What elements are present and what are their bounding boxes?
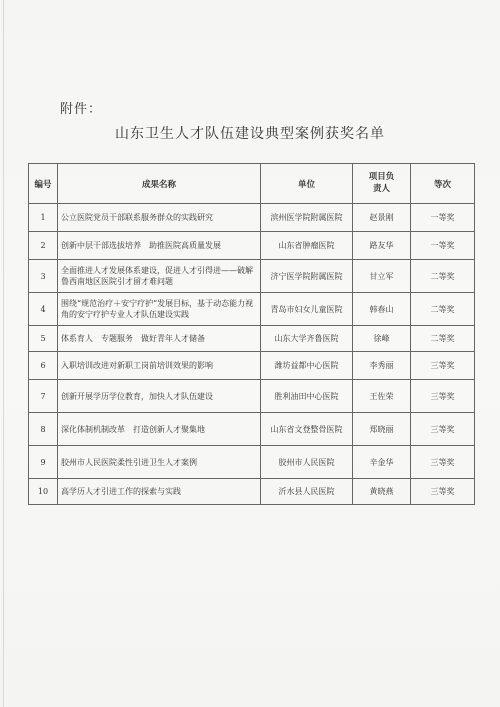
cell-unit: 济宁医学院附属医院 [261, 260, 353, 293]
cell-unit: 胜利油田中心医院 [261, 380, 353, 413]
cell-lead: 黄晓燕 [353, 479, 411, 505]
cell-no: 2 [29, 232, 58, 260]
column-header-name: 成果名称 [58, 164, 261, 204]
cell-no: 6 [29, 352, 58, 380]
table-header [29, 164, 475, 204]
cell-name: 创新中层干部选拔培养 助推医院高质量发展 [58, 232, 261, 260]
cell-no: 10 [29, 479, 58, 505]
cell-unit: 山东大学齐鲁医院 [261, 326, 353, 352]
cell-lead: 路友华 [353, 232, 411, 260]
cell-no: 5 [29, 326, 58, 352]
cell-lead: 辛金华 [353, 446, 411, 479]
cell-lead: 王佐荣 [353, 380, 411, 413]
cell-name: 体系育人 专题服务 做好青年人才储备 [58, 326, 261, 352]
cell-grade: 一等奖 [411, 232, 475, 260]
table-row [29, 204, 475, 232]
cell-grade: 二等奖 [411, 260, 475, 293]
table-body [29, 204, 475, 505]
cell-unit: 潍坊益都中心医院 [261, 352, 353, 380]
cell-grade: 三等奖 [411, 446, 475, 479]
cell-grade: 三等奖 [411, 413, 475, 446]
cell-grade: 三等奖 [411, 479, 475, 505]
cell-unit: 山东省文登整骨医院 [261, 413, 353, 446]
cell-lead: 韩春山 [353, 293, 411, 326]
cell-no: 7 [29, 380, 58, 413]
table-row [29, 413, 475, 446]
cell-unit: 胶州市人民医院 [261, 446, 353, 479]
table-row [29, 352, 475, 380]
award-table-container [28, 163, 474, 505]
cell-no: 1 [29, 204, 58, 232]
award-table [28, 163, 475, 505]
cell-lead: 郑晓丽 [353, 413, 411, 446]
table-row [29, 232, 475, 260]
cell-name: 入职培训改进对新职工岗前培训效果的影响 [58, 352, 261, 380]
attachment-label: 附件： [60, 102, 103, 117]
cell-name: 胶州市人民医院柔性引进卫生人才案例 [58, 446, 261, 479]
cell-unit: 滨州医学院附属医院 [261, 204, 353, 232]
cell-name: 深化体制机制改革 打造创新人才聚集地 [58, 413, 261, 446]
cell-grade: 二等奖 [411, 326, 475, 352]
cell-unit: 青岛市妇女儿童医院 [261, 293, 353, 326]
column-header-lead-line2: 责人 [372, 183, 390, 194]
cell-no: 9 [29, 446, 58, 479]
cell-grade: 二等奖 [411, 293, 475, 326]
document-title: 山东卫生人才队伍建设典型案例获奖名单 [115, 126, 385, 142]
cell-unit: 山东省肿瘤医院 [261, 232, 353, 260]
cell-lead: 赵景刚 [353, 204, 411, 232]
cell-unit: 沂水县人民医院 [261, 479, 353, 505]
cell-no: 4 [29, 293, 58, 326]
cell-name: 公立医院党员干部联系服务群众的实践研究 [58, 204, 261, 232]
cell-lead: 甘立军 [353, 260, 411, 293]
cell-grade: 三等奖 [411, 380, 475, 413]
table-row [29, 380, 475, 413]
column-header-lead-line1: 项目负 [368, 171, 395, 182]
cell-lead: 李秀丽 [353, 352, 411, 380]
column-header-grade: 等次 [411, 164, 475, 204]
cell-no: 8 [29, 413, 58, 446]
table-header-row [29, 164, 475, 204]
cell-name: 高学历人才引进工作的探索与实践 [58, 479, 261, 505]
table-row [29, 293, 475, 326]
column-header-unit: 单位 [261, 164, 353, 204]
page-edge [3, 0, 4, 707]
cell-name: 全面推进人才发展体系建设，促进人才引得进——破解鲁西南地区医院引才留才难问题 [58, 260, 261, 293]
table-row [29, 326, 475, 352]
cell-lead: 徐峰 [353, 326, 411, 352]
table-row [29, 260, 475, 293]
cell-no: 3 [29, 260, 58, 293]
cell-grade: 一等奖 [411, 204, 475, 232]
cell-grade: 三等奖 [411, 352, 475, 380]
cell-name: 创新开展学历学位教育，加快人才队伍建设 [58, 380, 261, 413]
table-row [29, 479, 475, 505]
column-header-lead [353, 164, 411, 204]
cell-name: 围绕“规范治疗＋安宁疗护”发展目标，基于动态能力视角的安宁疗护专业人才队伍建设实践 [58, 293, 261, 326]
table-row [29, 446, 475, 479]
column-header-no: 编号 [29, 164, 58, 204]
